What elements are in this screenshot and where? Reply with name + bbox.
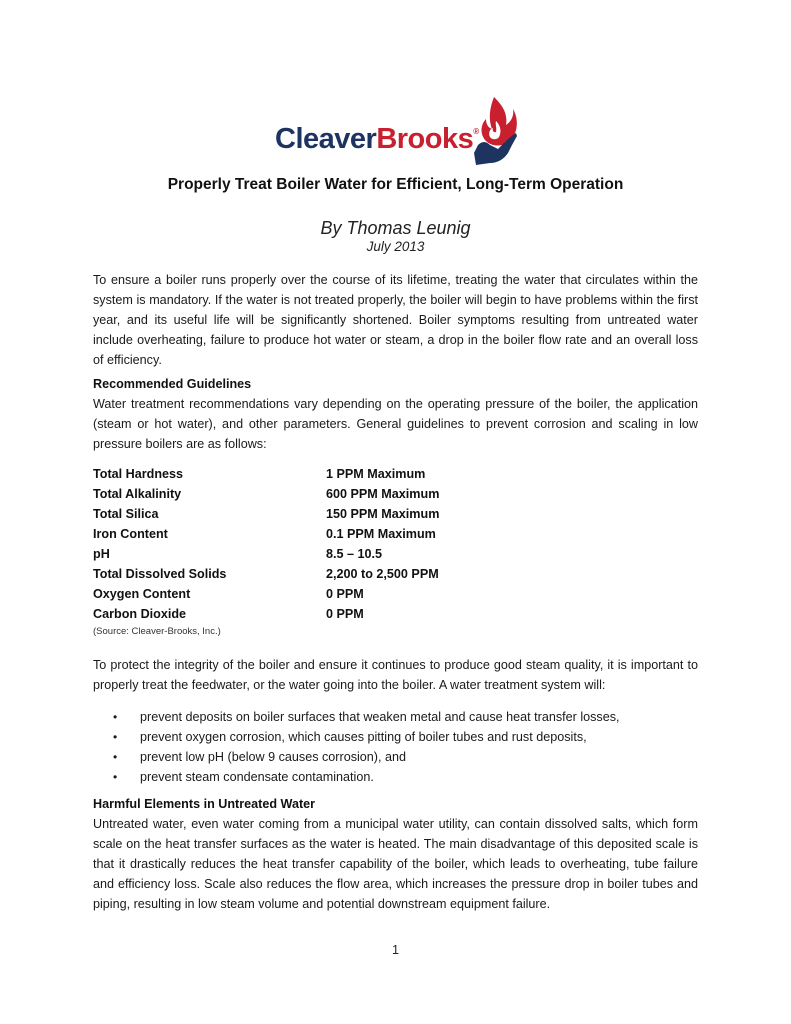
spec-row <box>93 464 493 484</box>
publication-date: July 2013 <box>366 239 425 254</box>
list-item-text: prevent steam condensate contamination. <box>140 770 374 784</box>
spec-value: 150 PPM Maximum <box>326 507 440 521</box>
spec-label: Iron Content <box>93 527 168 541</box>
list-item <box>113 747 698 767</box>
spec-row <box>93 504 493 524</box>
spec-row <box>93 524 493 544</box>
list-item-text: prevent low pH (below 9 causes corrosion), and <box>140 750 406 764</box>
list-item-text: prevent oxygen corrosion, which causes pitting of boiler tubes and rust deposits, <box>140 730 587 744</box>
spec-value: 8.5 – 10.5 <box>326 547 383 561</box>
list-item <box>113 727 698 747</box>
list-item <box>113 707 698 727</box>
spec-label: Total Dissolved Solids <box>93 567 227 581</box>
spec-label: Total Silica <box>93 507 159 521</box>
harmful-elements-paragraph: Untreated water, even water coming from a municipal water utility, can contain dissolved salts, which form scale on the heat transfer surfaces as the water is heated. The main disadvantage of this deposited scale is that it drastically reduces the heat transfer capability of the boiler, which leads to overheating, tube failure and efficiency loss. Scale also reduces the flow area, which increases the pressure drop in boiler tubes and piping, resulting in low steam volume and potential downstream equipment failure. <box>93 817 698 911</box>
treatment-benefits-list <box>113 707 698 787</box>
registered-mark: ® <box>473 127 479 136</box>
spec-row <box>93 544 493 564</box>
article-title: Properly Treat Boiler Water for Efficient, Long-Term Operation <box>167 176 624 193</box>
spec-row <box>93 564 493 584</box>
guidelines-paragraph: Water treatment recommendations vary depending on the operating pressure of the boiler, the application (steam or hot water), and other parameters. General guidelines to prevent corrosion and scaling in low pressure boilers are as follows: <box>93 397 698 451</box>
spec-row <box>93 484 493 504</box>
harmful-elements-heading: Harmful Elements in Untreated Water <box>93 797 316 811</box>
list-item-text: prevent deposits on boiler surfaces that weaken metal and cause heat transfer losses, <box>140 710 620 724</box>
page-number: 1 <box>391 943 399 957</box>
list-item <box>113 767 698 787</box>
spec-value: 0.1 PPM Maximum <box>326 527 436 541</box>
protect-paragraph: To protect the integrity of the boiler and ensure it continues to produce good steam quality, it is important to properly treat the feedwater, or the water going into the boiler. A water treatment system will: <box>93 658 698 692</box>
bullet-icon: • <box>113 710 118 724</box>
bullet-icon: • <box>113 750 118 764</box>
spec-label: Oxygen Content <box>93 587 191 601</box>
intro-paragraph: To ensure a boiler runs properly over the course of its lifetime, treating the water that circulates within the system is mandatory. If the water is not treated properly, the boiler will begin to have problems within the first year, and its useful life will be significantly shortened. Boiler symptoms resulting from untreated water include overheating, failure to produce hot water or steam, a drop in the boiler flow rate and an overall loss of efficiency. <box>93 273 698 367</box>
logo-text-cleaver: Cleaver <box>275 123 377 155</box>
guidelines-heading: Recommended Guidelines <box>93 377 252 391</box>
spec-value: 1 PPM Maximum <box>326 467 426 481</box>
bullet-icon: • <box>113 730 118 744</box>
spec-row <box>93 584 493 604</box>
spec-value: 0 PPM <box>326 587 364 601</box>
bullet-icon: • <box>113 770 118 784</box>
spec-value: 2,200 to 2,500 PPM <box>326 567 439 581</box>
spec-value: 0 PPM <box>326 607 364 621</box>
spec-label: Total Alkalinity <box>93 487 182 501</box>
spec-label: Carbon Dioxide <box>93 607 187 621</box>
author-byline: By Thomas Leunig <box>320 218 471 238</box>
logo-wordmark <box>275 123 479 156</box>
spec-row <box>93 604 493 624</box>
spec-label: pH <box>93 547 110 561</box>
water-spec-table <box>93 464 493 624</box>
flame-in-hand-icon <box>472 95 520 167</box>
source-citation: (Source: Cleaver-Brooks, Inc.) <box>93 626 221 637</box>
cleaver-brooks-logo <box>275 95 525 170</box>
logo-text-brooks: Brooks <box>376 123 474 155</box>
spec-label: Total Hardness <box>93 467 184 481</box>
spec-value: 600 PPM Maximum <box>326 487 440 501</box>
